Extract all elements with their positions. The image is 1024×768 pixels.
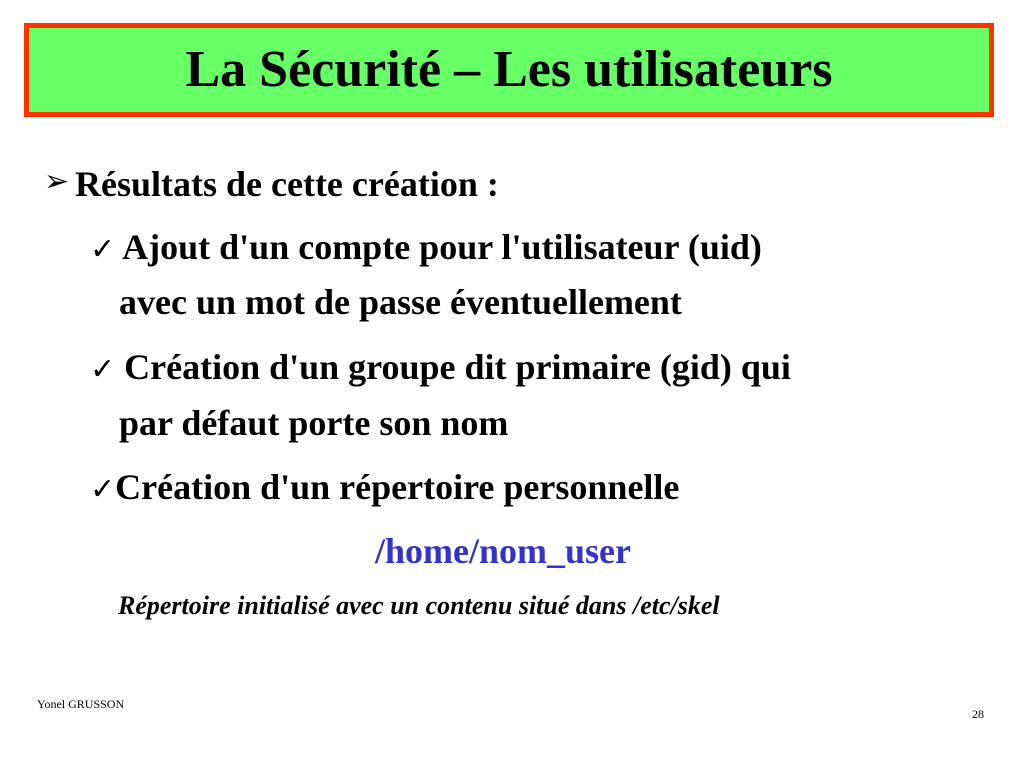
sub-point-1-line1: Ajout d'un compte pour l'utilisateur (uid) xyxy=(115,227,762,267)
sub-point-2 xyxy=(90,349,791,385)
sub-point-1 xyxy=(90,229,762,265)
main-point-text: Résultats de cette création : xyxy=(75,164,499,204)
check-icon: ✓ xyxy=(90,472,116,507)
home-path: /home/nom_user xyxy=(375,531,631,571)
sub-point-2-line1: Création d'un groupe dit primaire (gid) qui xyxy=(115,347,791,387)
slide-title: La Sécurité – Les utilisateurs xyxy=(185,41,833,98)
title-banner xyxy=(24,23,994,117)
skel-note: Répertoire initialisé avec un contenu situé dans /etc/skel xyxy=(118,591,720,620)
page-number: 28 xyxy=(972,707,984,721)
sub-point-3 xyxy=(90,469,679,505)
footer-author: Yonel GRUSSON xyxy=(37,697,125,711)
check-icon: ✓ xyxy=(90,352,116,387)
sub-point-3-line1: Création d'un répertoire personnelle xyxy=(115,467,680,507)
check-icon: ✓ xyxy=(90,232,116,267)
arrow-bullet-icon: ➢ xyxy=(44,165,70,198)
sub-point-2-line2: par défaut porte son nom xyxy=(119,403,509,443)
sub-point-1-line2: avec un mot de passe éventuellement xyxy=(119,282,682,322)
